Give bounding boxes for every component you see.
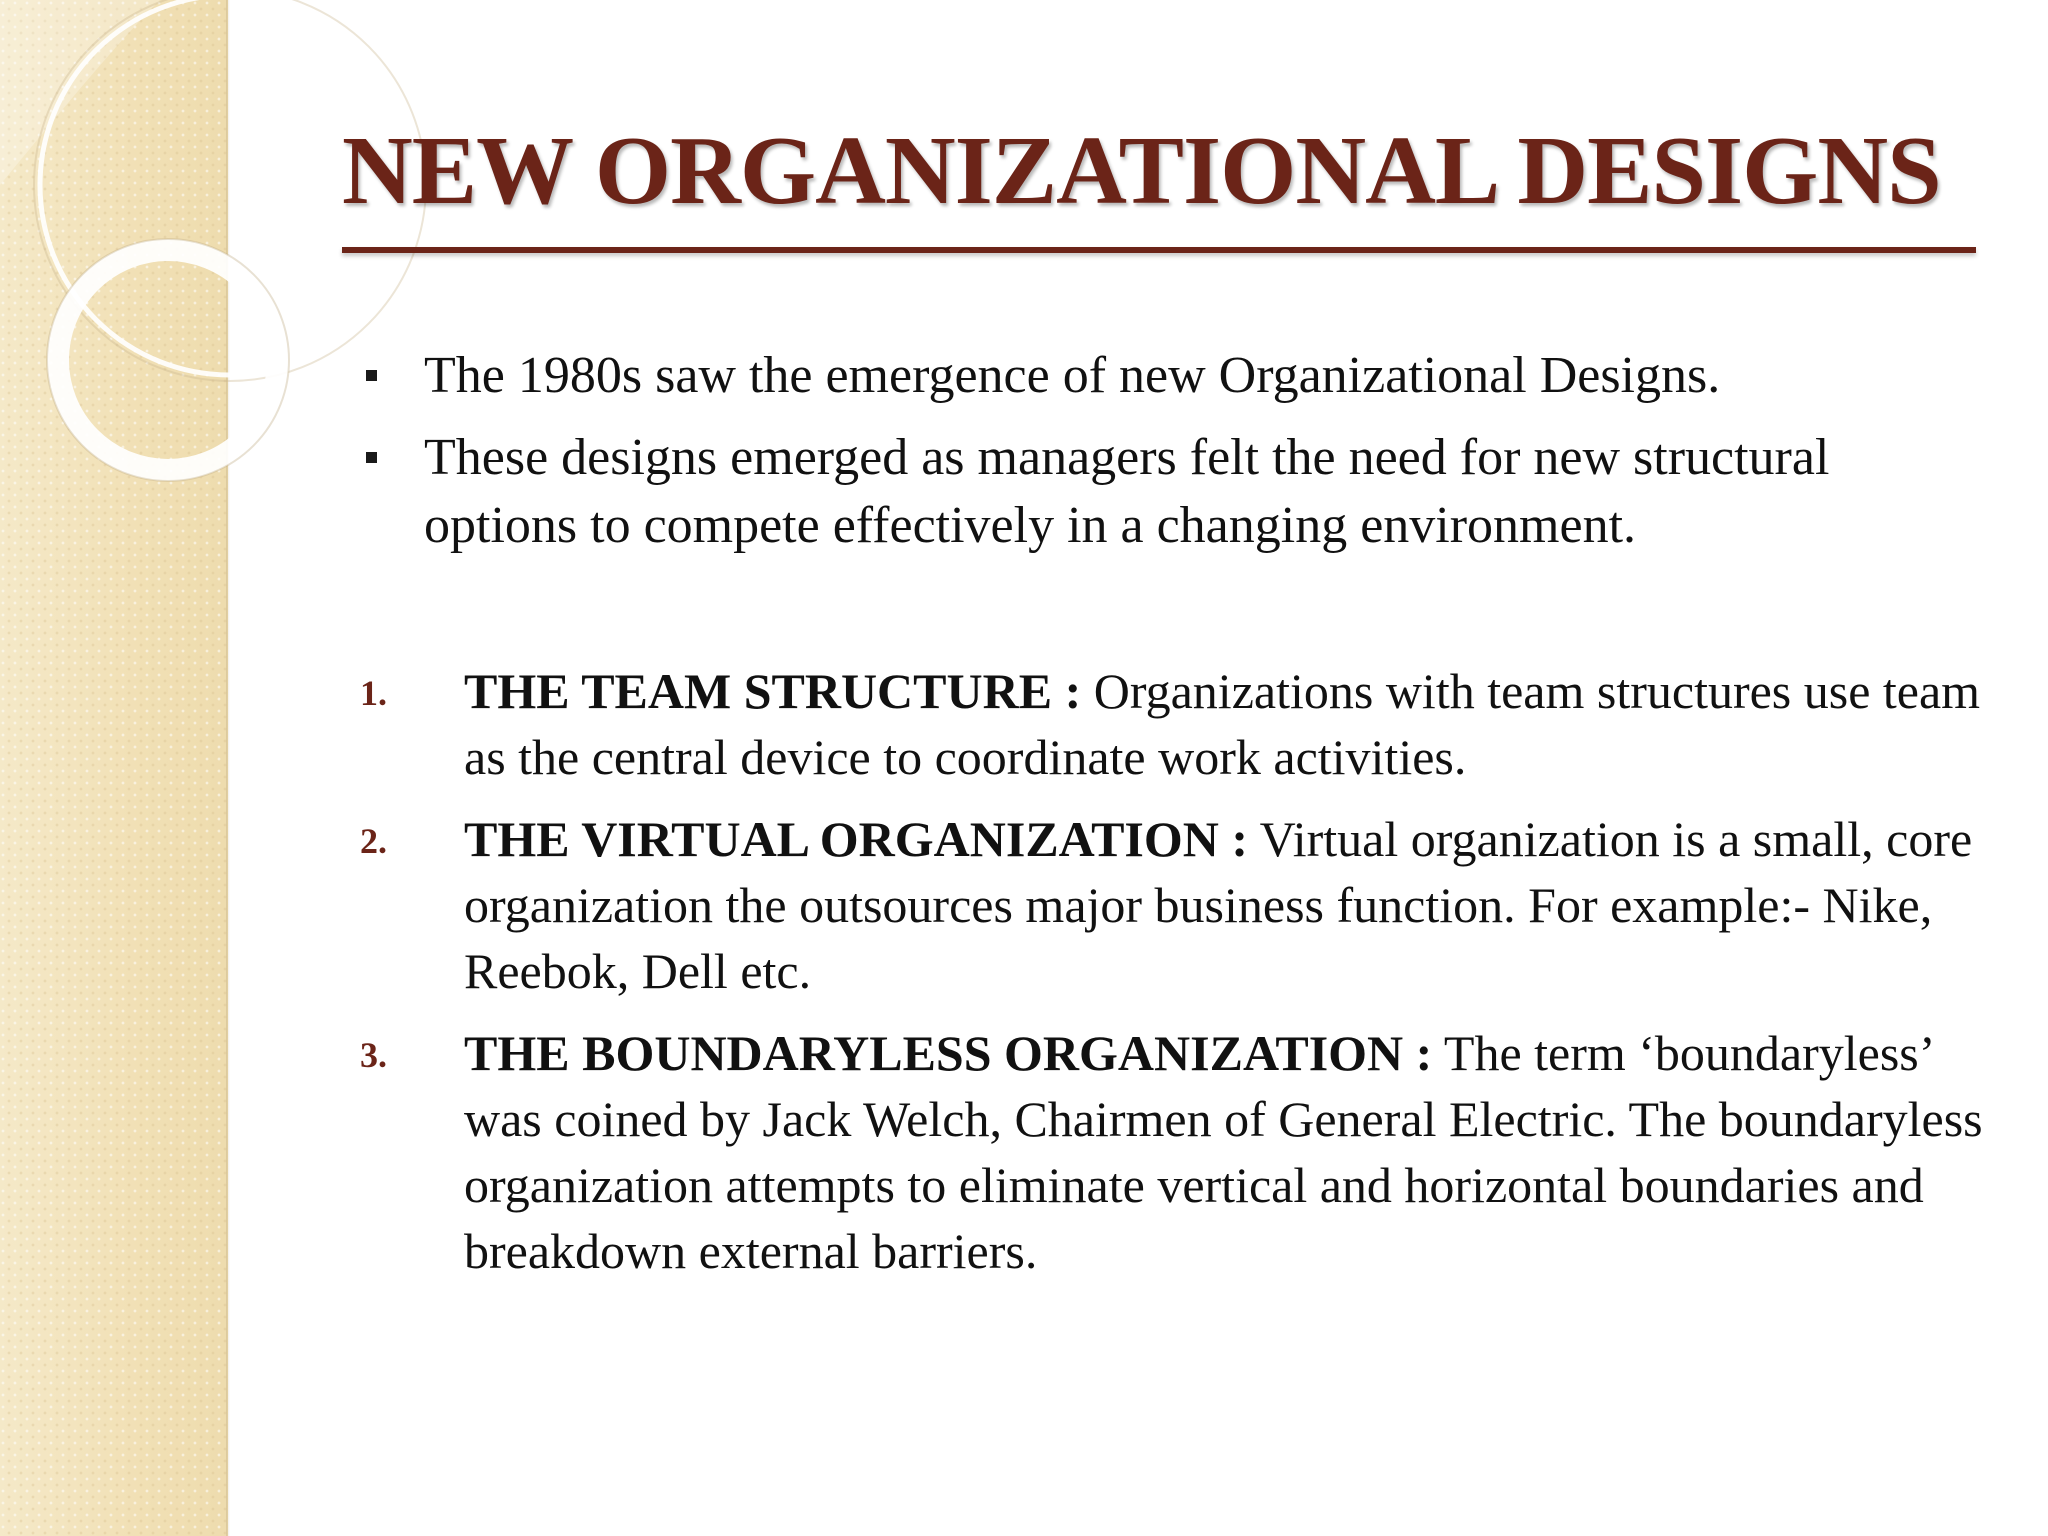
list-number: 1. xyxy=(360,673,387,713)
item-heading: THE BOUNDARYLESS ORGANIZATION : xyxy=(464,1025,1433,1081)
rings-decoration-icon xyxy=(0,0,300,520)
list-item-boundaryless-organization xyxy=(360,1020,2000,1284)
list-item-team-structure xyxy=(360,658,2000,790)
list-number: 3. xyxy=(360,1035,387,1075)
list-item-virtual-organization xyxy=(360,806,2000,1004)
item-heading: THE TEAM STRUCTURE : xyxy=(464,663,1082,719)
bullet-text: These designs emerged as managers felt the need for new structural options to compete effectively in a changing environment. xyxy=(424,429,1830,554)
bullet-item xyxy=(360,424,1990,560)
title-underline xyxy=(342,247,1976,253)
item-text: The term ‘boundaryless’ was coined by Jack Welch, Chairmen of General Electric. The boundaryless organization attempts to eliminate vertical and horizontal boundaries and breakdown external barriers. xyxy=(464,1025,1983,1279)
bullet-list xyxy=(360,342,1990,574)
item-text: Virtual organization is a small, core organization the outsources major business function. For example:- Nike, Reebok, Dell etc. xyxy=(464,811,1973,999)
bullet-item xyxy=(360,342,1990,410)
numbered-list xyxy=(360,658,2000,1300)
item-heading: THE VIRTUAL ORGANIZATION : xyxy=(464,811,1249,867)
bullet-text: The 1980s saw the emergence of new Organizational Designs. xyxy=(424,347,1721,404)
slide-title: NEW ORGANIZATIONAL DESIGNS xyxy=(342,117,1941,225)
list-number: 2. xyxy=(360,821,387,861)
square-bullet-icon xyxy=(366,452,377,463)
square-bullet-icon xyxy=(366,370,377,381)
item-text: Organizations with team structures use team as the central device to coordinate work activities. xyxy=(464,663,1981,785)
